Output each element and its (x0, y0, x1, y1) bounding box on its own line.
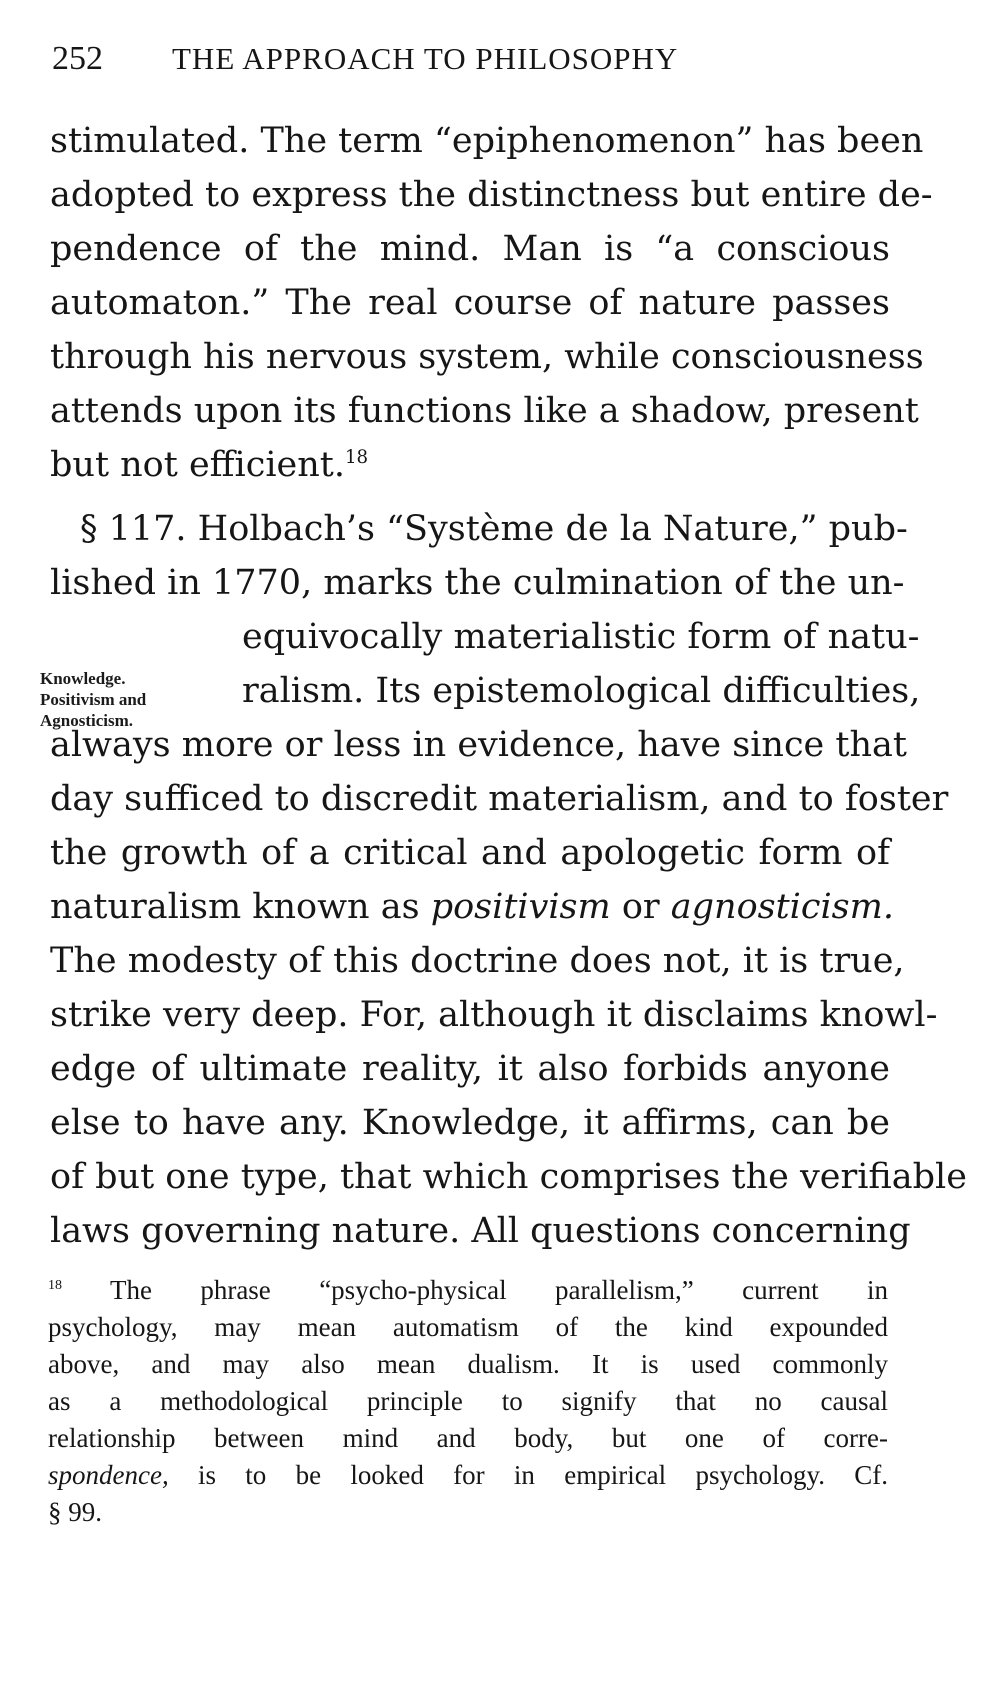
body-line-15-part-3: or (610, 887, 671, 927)
running-head: THE APPROACH TO PHILOSOPHY (172, 41, 679, 76)
footnote-reference: 18 (344, 446, 369, 468)
margin-note-line-2: Positivism and (40, 690, 147, 709)
section-117-heading-line: § 117. Holbach’s “Système de la Nature,” pub- (80, 509, 908, 549)
footnote-line-2: psychology, may mean automatism of the kind expounded (48, 1312, 888, 1342)
body-line-10: equivocally materialistic form of natu- (242, 617, 920, 657)
page-number: 252 (52, 40, 103, 77)
page-header (52, 34, 832, 84)
body-line-15-part-1: naturalism known as (50, 887, 431, 927)
body-line-19: else to have any. Knowledge, it affirms, can be (50, 1103, 890, 1143)
body-line-13: day sufficed to discredit materialism, and to foster (50, 779, 949, 819)
footnote-line-3: above, and may also mean dualism. It is used commonly (48, 1349, 888, 1379)
body-line-9: lished in 1770, marks the culmination of the un- (50, 563, 905, 603)
body-line-15 (50, 878, 894, 936)
body-line-3: pendence of the mind. Man is “a conscious (50, 229, 890, 269)
footnote-line-7: § 99. (48, 1497, 102, 1527)
margin-note-line-1: Knowledge. (40, 669, 126, 688)
body-line-7 (50, 436, 890, 494)
body-line-6: attends upon its functions like a shadow, present (50, 391, 919, 431)
body-line-1: stimulated. The term “epiphenomenon” has been (50, 121, 924, 161)
body-line-14: the growth of a critical and apologetic form of (50, 833, 890, 873)
footnote-term-correspondence: spondence, (48, 1460, 169, 1490)
margin-note-line-3: Agnosticism. (40, 711, 134, 730)
footnote-line-5: relationship between mind and body, but one of corre- (48, 1423, 888, 1453)
footnote-line-1 (48, 1272, 888, 1308)
term-agnosticism: agnosticism. (670, 887, 894, 927)
footnote-line-4: as a methodological principle to signify that no causal (48, 1386, 888, 1416)
body-line-7-text: but not efficient. (50, 445, 345, 485)
term-positivism: positivism (430, 887, 611, 927)
footnote-number: 18 (48, 1276, 63, 1293)
body-line-5: through his nervous system, while consciousness (50, 337, 924, 377)
footnote-line-1-text: The phrase “psycho-physical parallelism,” current in (62, 1275, 888, 1305)
body-line-17: strike very deep. For, although it disclaims knowl- (50, 995, 938, 1035)
body-line-12: always more or less in evidence, have since that (50, 725, 907, 765)
body-line-21: laws governing nature. All questions concerning (50, 1211, 911, 1251)
body-line-11: ralism. Its epistemological difficulties, (242, 671, 921, 711)
footnote-line-6-text: is to be looked for in empirical psychology. Cf. (168, 1460, 888, 1490)
body-line-20: of but one type, that which comprises the verifiable (50, 1157, 967, 1197)
footnote-line-6 (48, 1457, 888, 1493)
body-line-18: edge of ultimate reality, it also forbids anyone (50, 1049, 890, 1089)
body-line-4: automaton.” The real course of nature passes (50, 283, 890, 323)
body-line-2: adopted to express the distinctness but entire de- (50, 175, 933, 215)
body-line-16: The modesty of this doctrine does not, it is true, (50, 941, 905, 981)
